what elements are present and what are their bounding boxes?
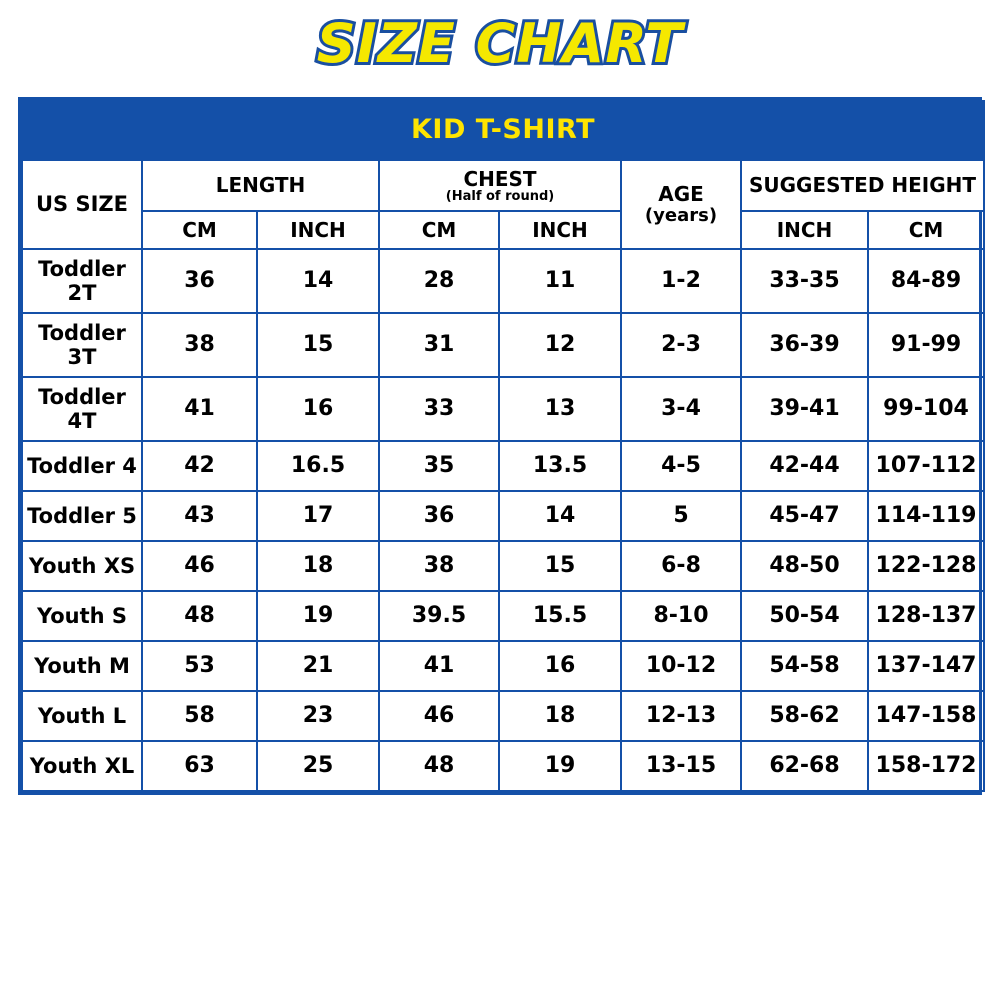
- header-chest: [379, 160, 621, 211]
- cell-height-cm: 137-147: [868, 641, 984, 691]
- cell-chest-cm: 48: [379, 741, 499, 791]
- row-size-label: Youth S: [22, 591, 142, 641]
- row-size-label: Youth M: [22, 641, 142, 691]
- header-length-cm: CM: [142, 211, 257, 249]
- cell-age: 13-15: [621, 741, 741, 791]
- table-header-row-sub: [22, 211, 984, 249]
- cell-length-inch: 17: [257, 491, 379, 541]
- cell-age: 10-12: [621, 641, 741, 691]
- table-row: [22, 313, 984, 377]
- cell-length-inch: 25: [257, 741, 379, 791]
- cell-chest-inch: 13.5: [499, 441, 621, 491]
- row-size-label: Toddler 3T: [22, 313, 142, 377]
- cell-chest-cm: 35: [379, 441, 499, 491]
- cell-height-inch: 48-50: [741, 541, 868, 591]
- cell-age: 2-3: [621, 313, 741, 377]
- table-header-row-group: [22, 160, 984, 211]
- cell-chest-cm: 33: [379, 377, 499, 441]
- header-chest-label: CHEST: [463, 166, 537, 191]
- cell-chest-inch: 12: [499, 313, 621, 377]
- cell-age: 8-10: [621, 591, 741, 641]
- header-chest-cm: CM: [379, 211, 499, 249]
- cell-chest-inch: 14: [499, 491, 621, 541]
- cell-chest-cm: 41: [379, 641, 499, 691]
- cell-chest-inch: 18: [499, 691, 621, 741]
- cell-length-inch: 21: [257, 641, 379, 691]
- header-age-label: AGE: [658, 181, 704, 206]
- cell-length-inch: 15: [257, 313, 379, 377]
- cell-chest-cm: 36: [379, 491, 499, 541]
- cell-height-inch: 36-39: [741, 313, 868, 377]
- cell-height-cm: 107-112: [868, 441, 984, 491]
- table-banner-row: [22, 101, 984, 160]
- cell-height-cm: 91-99: [868, 313, 984, 377]
- cell-length-cm: 43: [142, 491, 257, 541]
- cell-chest-inch: 15: [499, 541, 621, 591]
- cell-length-cm: 48: [142, 591, 257, 641]
- cell-length-cm: 41: [142, 377, 257, 441]
- cell-height-inch: 54-58: [741, 641, 868, 691]
- cell-height-inch: 33-35: [741, 249, 868, 313]
- cell-length-cm: 63: [142, 741, 257, 791]
- cell-age: 4-5: [621, 441, 741, 491]
- row-size-label: Youth XL: [22, 741, 142, 791]
- size-chart-table-container: [18, 97, 982, 795]
- banner-label: KID T-SHIRT: [22, 101, 984, 160]
- cell-height-cm: 158-172: [868, 741, 984, 791]
- row-size-label: Toddler 4T: [22, 377, 142, 441]
- cell-age: 1-2: [621, 249, 741, 313]
- cell-age: 6-8: [621, 541, 741, 591]
- cell-chest-cm: 46: [379, 691, 499, 741]
- cell-length-inch: 23: [257, 691, 379, 741]
- cell-chest-cm: 31: [379, 313, 499, 377]
- header-chest-inch: INCH: [499, 211, 621, 249]
- header-height-cm: CM: [868, 211, 984, 249]
- cell-length-cm: 42: [142, 441, 257, 491]
- table-row: [22, 249, 984, 313]
- cell-length-cm: 38: [142, 313, 257, 377]
- cell-age: 5: [621, 491, 741, 541]
- table-row: [22, 741, 984, 791]
- cell-height-cm: 99-104: [868, 377, 984, 441]
- table-row: [22, 377, 984, 441]
- cell-length-inch: 19: [257, 591, 379, 641]
- cell-height-cm: 128-137: [868, 591, 984, 641]
- cell-age: 12-13: [621, 691, 741, 741]
- cell-length-inch: 16.5: [257, 441, 379, 491]
- header-age: [621, 160, 741, 249]
- cell-chest-cm: 38: [379, 541, 499, 591]
- cell-length-cm: 46: [142, 541, 257, 591]
- row-size-label: Youth XS: [22, 541, 142, 591]
- cell-chest-inch: 15.5: [499, 591, 621, 641]
- cell-length-inch: 18: [257, 541, 379, 591]
- table-row: [22, 691, 984, 741]
- cell-length-cm: 58: [142, 691, 257, 741]
- table-row: [22, 641, 984, 691]
- cell-length-cm: 53: [142, 641, 257, 691]
- cell-height-inch: 62-68: [741, 741, 868, 791]
- cell-height-cm: 84-89: [868, 249, 984, 313]
- cell-length-cm: 36: [142, 249, 257, 313]
- cell-chest-inch: 19: [499, 741, 621, 791]
- cell-height-cm: 122-128: [868, 541, 984, 591]
- row-size-label: Toddler 5: [22, 491, 142, 541]
- row-size-label: Youth L: [22, 691, 142, 741]
- cell-chest-inch: 16: [499, 641, 621, 691]
- page-title: SIZE CHART: [316, 12, 684, 75]
- header-suggested-height: SUGGESTED HEIGHT: [741, 160, 984, 211]
- table-row: [22, 591, 984, 641]
- row-size-label: Toddler 2T: [22, 249, 142, 313]
- row-size-label: Toddler 4: [22, 441, 142, 491]
- table-row: [22, 441, 984, 491]
- cell-chest-inch: 11: [499, 249, 621, 313]
- cell-height-cm: 114-119: [868, 491, 984, 541]
- header-chest-note: (Half of round): [445, 188, 555, 204]
- cell-length-inch: 14: [257, 249, 379, 313]
- cell-age: 3-4: [621, 377, 741, 441]
- header-height-inch: INCH: [741, 211, 868, 249]
- cell-height-cm: 147-158: [868, 691, 984, 741]
- cell-height-inch: 58-62: [741, 691, 868, 741]
- cell-height-inch: 50-54: [741, 591, 868, 641]
- cell-height-inch: 45-47: [741, 491, 868, 541]
- header-length-inch: INCH: [257, 211, 379, 249]
- cell-length-inch: 16: [257, 377, 379, 441]
- cell-chest-cm: 39.5: [379, 591, 499, 641]
- table-row: [22, 541, 984, 591]
- header-us-size: US SIZE: [22, 160, 142, 249]
- size-chart-table: [21, 100, 985, 792]
- title-container: [0, 0, 1000, 83]
- cell-chest-cm: 28: [379, 249, 499, 313]
- cell-height-inch: 42-44: [741, 441, 868, 491]
- cell-chest-inch: 13: [499, 377, 621, 441]
- table-row: [22, 491, 984, 541]
- cell-height-inch: 39-41: [741, 377, 868, 441]
- header-length: LENGTH: [142, 160, 379, 211]
- header-age-note: (years): [644, 204, 718, 226]
